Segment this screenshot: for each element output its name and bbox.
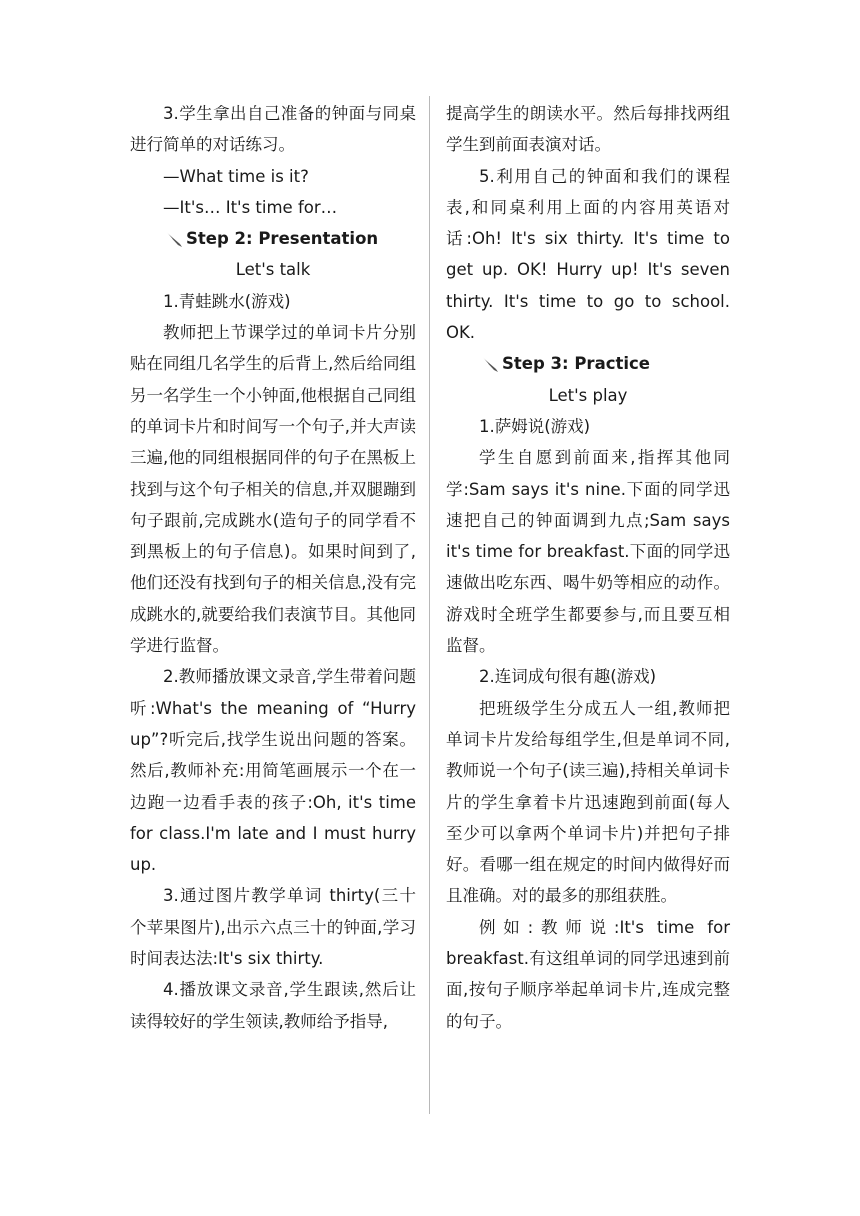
example-paragraph: 例如:教师说:It's time for breakfast.有这组单词的同学迅速到前面,按句子顺序举起单词卡片,连成完整的句子。 <box>446 917 730 1031</box>
item3-paragraph: 3.通过图片教学单词 thirty(三十个苹果图片),出示六点三十的钟面,学习时间表达法:It's six thirty. <box>130 886 416 969</box>
game1-body: 学生自愿到前面来,指挥其他同学:Sam says it's nine.下面的同学迅速把自己的钟面调到九点;Sam says it's time for breakfast.下面的同学迅速做出吃东西、喝牛奶等相应的动作。游戏时全班学生都要参与,而且要互相监督。 <box>446 448 730 656</box>
item1-body: 教师把上节课学过的单词卡片分别贴在同组几名学生的后背上,然后给同组另一名学生一个小钟面,他根据自己同组的单词卡片和时间写一个句子,并大声读三遍,他的同组根据同伴的句子在黑板上找到与这个句子相关的信息,并双腿蹦到句子跟前,完成跳水(造句子的同学看不到黑板上的句子信息)。如果时间到了,他们还没有找到句子的相关信息,没有完成跳水的,就要给我们表演节目。其他同学进行监督。 <box>130 323 416 656</box>
dialog-line-2: —It's… It's time for… <box>163 197 338 217</box>
left-column <box>130 98 416 1037</box>
game2-body: 把班级学生分成五人一组,教师把单词卡片发给每组学生,但是单词不同,教师说一个句子(读三遍),持相关单词卡片的学生拿着卡片迅速跑到前面(每人至少可以拿两个单词卡片)并把句子排好。看哪一组在规定的时间内做得好而且准确。对的最多的那组获胜。 <box>446 698 730 906</box>
step3-heading-text: Step 3: Practice <box>502 354 651 374</box>
item4-paragraph-continued: 提高学生的朗读水平。然后每排找两组学生到前面表演对话。 <box>446 104 730 155</box>
step2-subheading: Let's talk <box>235 260 311 280</box>
paragraph-activity-3: 3.学生拿出自己准备的钟面与同桌进行简单的对话练习。 <box>130 104 416 155</box>
item2-paragraph: 2.教师播放课文录音,学生带着问题听:What's the meaning of “Hurry up”?听完后,找学生说出问题的答案。然后,教师补充:用简笔画展示一个在一边跑一边看手表的孩子:Oh, it's time for class.I'm late and I must hurry up. <box>130 667 416 875</box>
right-column <box>446 98 730 1037</box>
step3-subheading: Let's play <box>548 385 628 405</box>
item1-title: 1.青蛙跳水(游戏) <box>163 291 291 311</box>
pen-nib-icon <box>480 355 500 373</box>
dialog-line-1: —What time is it? <box>163 166 309 186</box>
pen-nib-icon <box>164 230 184 248</box>
step2-heading <box>130 223 416 254</box>
item5-paragraph: 5.利用自己的钟面和我们的课程表,和同桌利用上面的内容用英语对话:Oh! It's six thirty. It's time to get up. OK! Hurry up! It's seven thirty. It's time to go to school. OK. <box>446 166 730 343</box>
column-divider <box>429 96 430 1114</box>
game2-title: 2.连词成句很有趣(游戏) <box>479 667 657 687</box>
step3-heading <box>446 348 730 379</box>
game1-title: 1.萨姆说(游戏) <box>479 416 591 436</box>
item4-paragraph-start: 4.播放课文录音,学生跟读,然后让读得较好的学生领读,教师给予指导, <box>130 980 416 1031</box>
step2-heading-text: Step 2: Presentation <box>186 229 379 249</box>
